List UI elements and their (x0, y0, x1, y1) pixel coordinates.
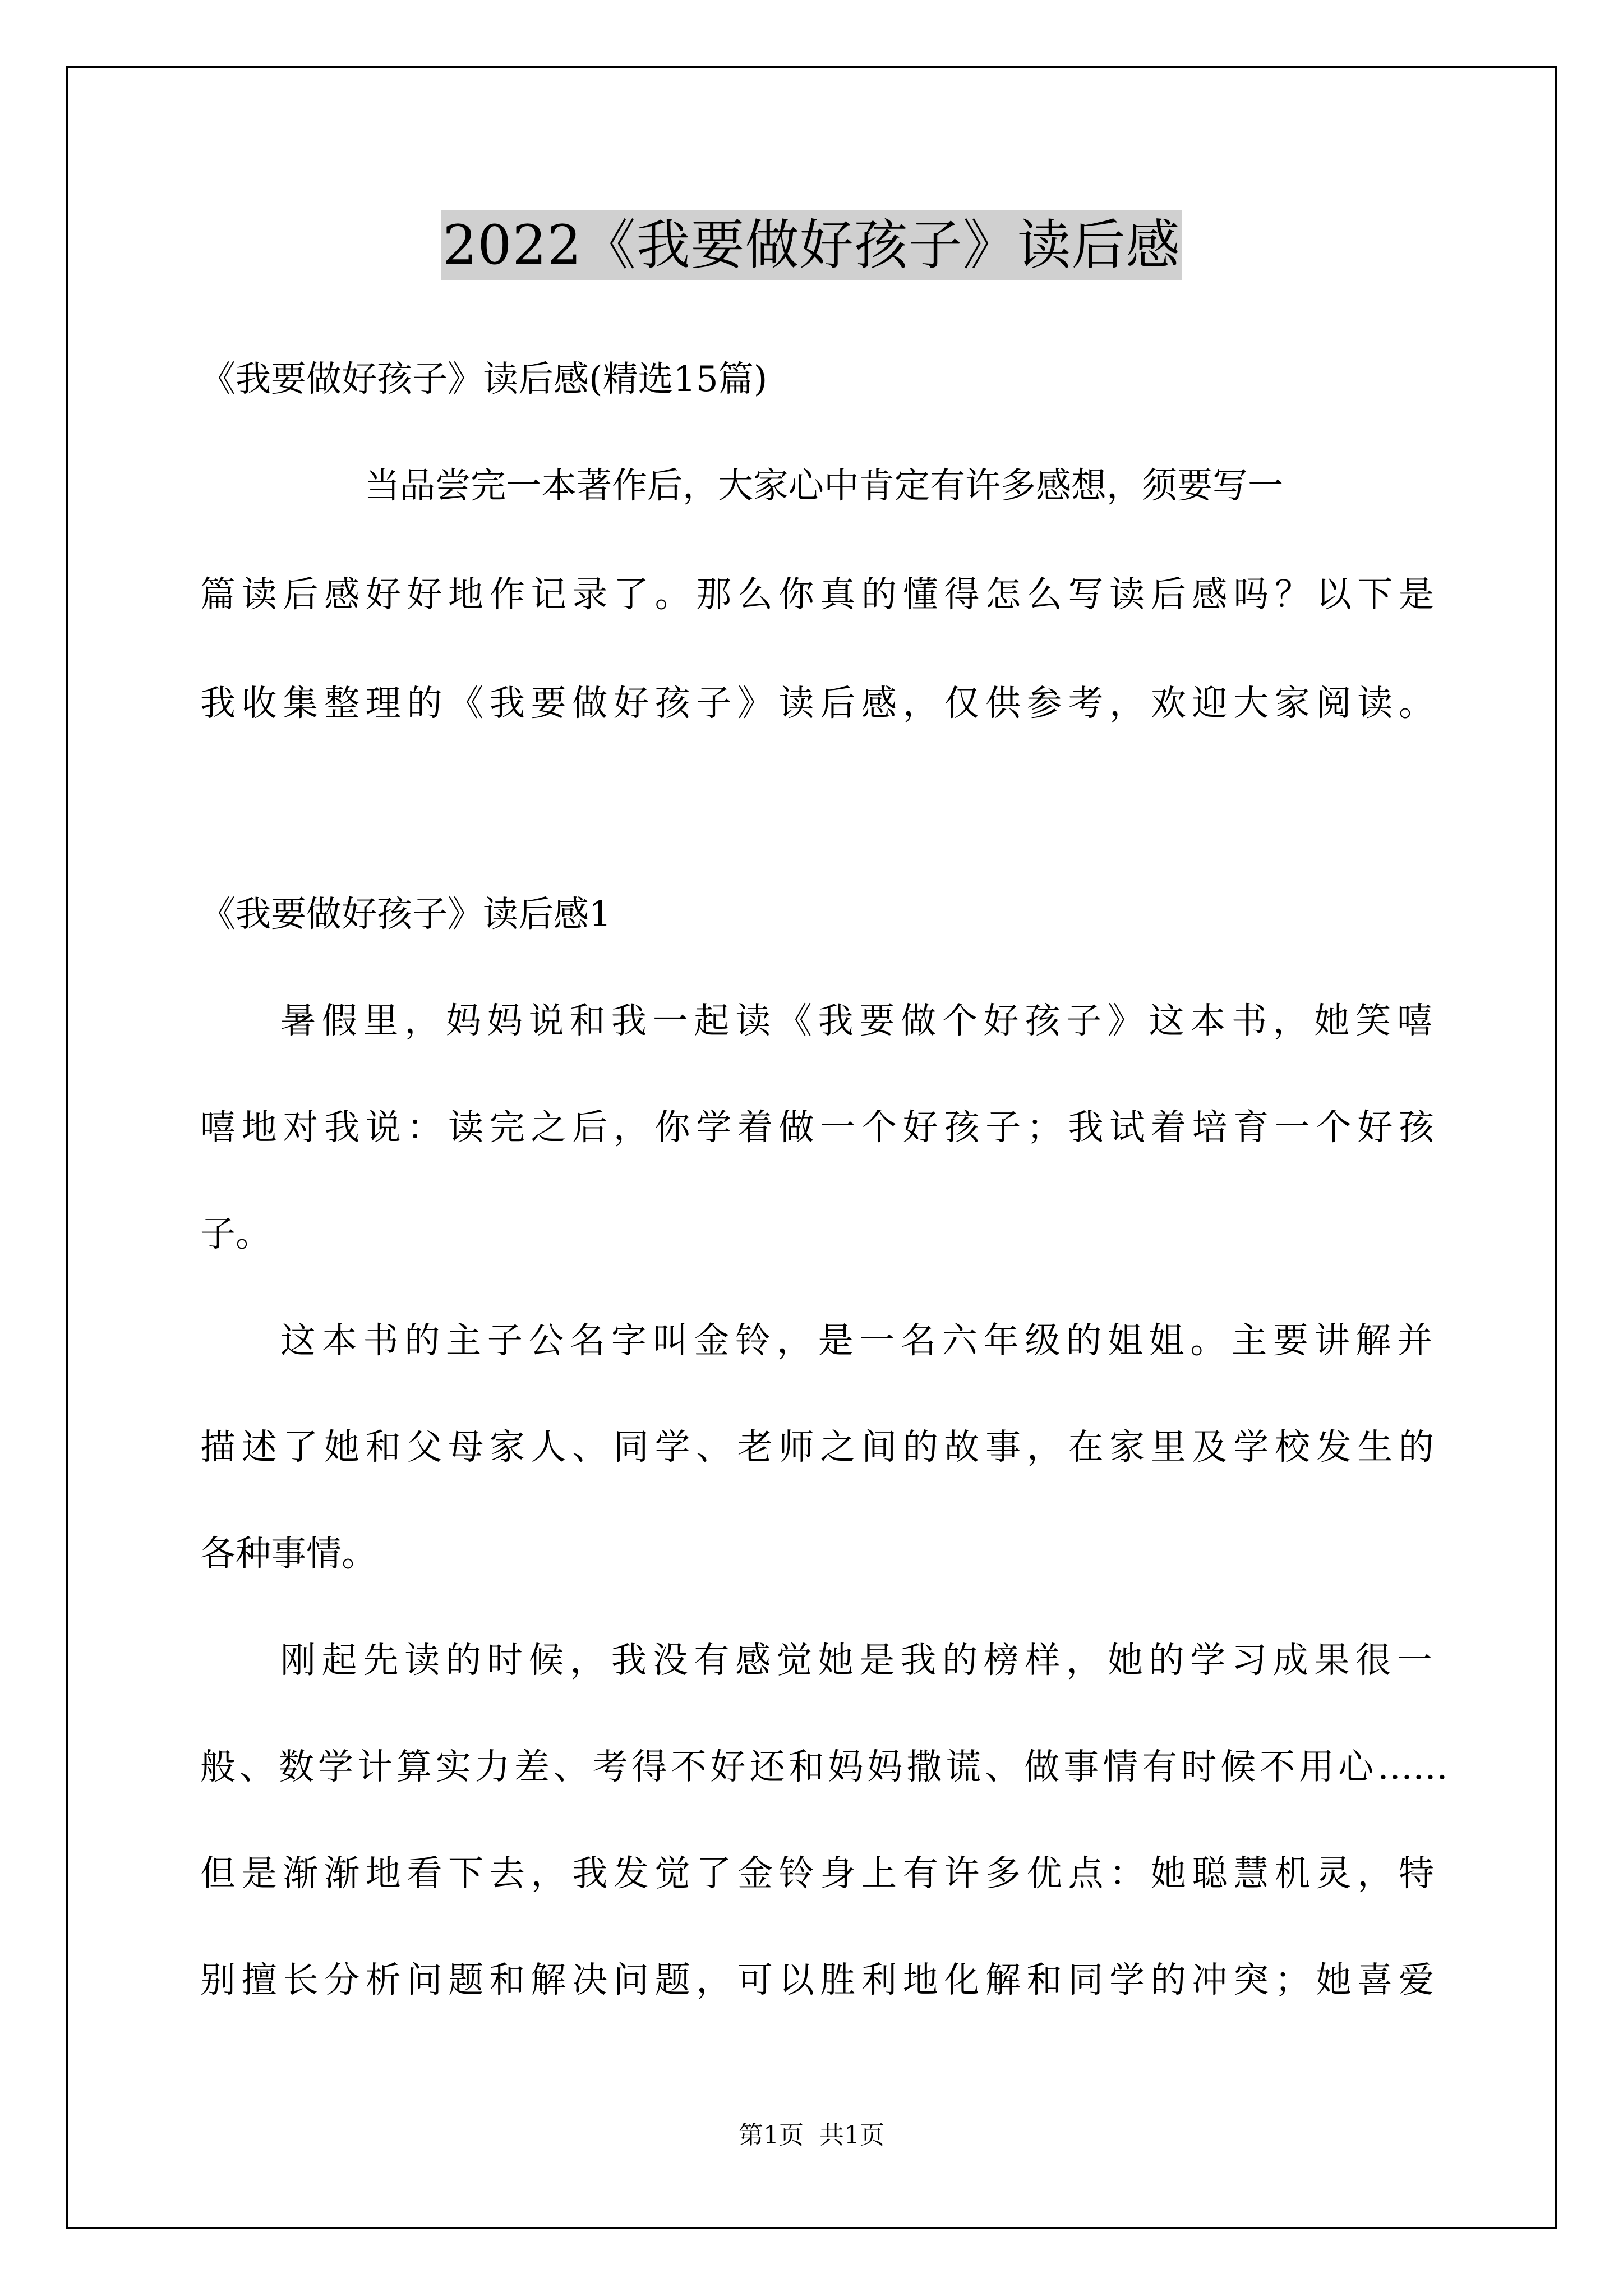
page-footer (0, 2115, 1623, 2151)
paragraph-line: 描述了她和父母家人、同学、老师之间的故事，在家里及学校发生的 (200, 1427, 1434, 1467)
paragraph-line: 子。 (200, 1213, 271, 1254)
paragraph-line: 别擅长分析问题和解决问题，可以胜利地化解和同学的冲突；她喜爱 (200, 1959, 1434, 2000)
paragraph-line: 各种事情。 (200, 1533, 377, 1574)
intro-line-2: 篇读后感好好地作记录了。那么你真的懂得怎么写读后感吗？以下是 (200, 574, 1434, 615)
paragraph-line: 但是渐渐地看下去，我发觉了金铃身上有许多优点：她聪慧机灵，特 (200, 1853, 1434, 1894)
document-subtitle: 《我要做好孩子》读后感(精选15篇) (200, 358, 768, 399)
document-title: 2022《我要做好孩子》读后感 (441, 210, 1181, 280)
page-total: 共1页 (819, 2121, 884, 2150)
intro-line-3: 我收集整理的《我要做好孩子》读后感，仅供参考，欢迎大家阅读。 (200, 683, 1434, 724)
paragraph-line: 这本书的主子公名字叫金铃，是一名六年级的姐姐。主要讲解并 (280, 1320, 1432, 1361)
page-number: 第1页 (739, 2121, 804, 2150)
section-heading: 《我要做好孩子》读后感1 (200, 894, 612, 935)
paragraph-line: 暑假里，妈妈说和我一起读《我要做个好孩子》这本书，她笑嘻 (280, 1000, 1432, 1041)
paragraph-line: 般、数学计算实力差、考得不好还和妈妈撒谎、做事情有时候不用心…… (200, 1746, 1448, 1787)
paragraph-line: 刚起先读的时候，我没有感觉她是我的榜样，她的学习成果很一 (280, 1640, 1432, 1681)
intro-line-1: 当品尝完一本著作后，大家心中肯定有许多感想，须要写一 (365, 465, 1283, 506)
paragraph-line: 嘻地对我说：读完之后，你学着做一个好孩子；我试着培育一个好孩 (200, 1107, 1434, 1148)
title-block (0, 210, 1623, 280)
